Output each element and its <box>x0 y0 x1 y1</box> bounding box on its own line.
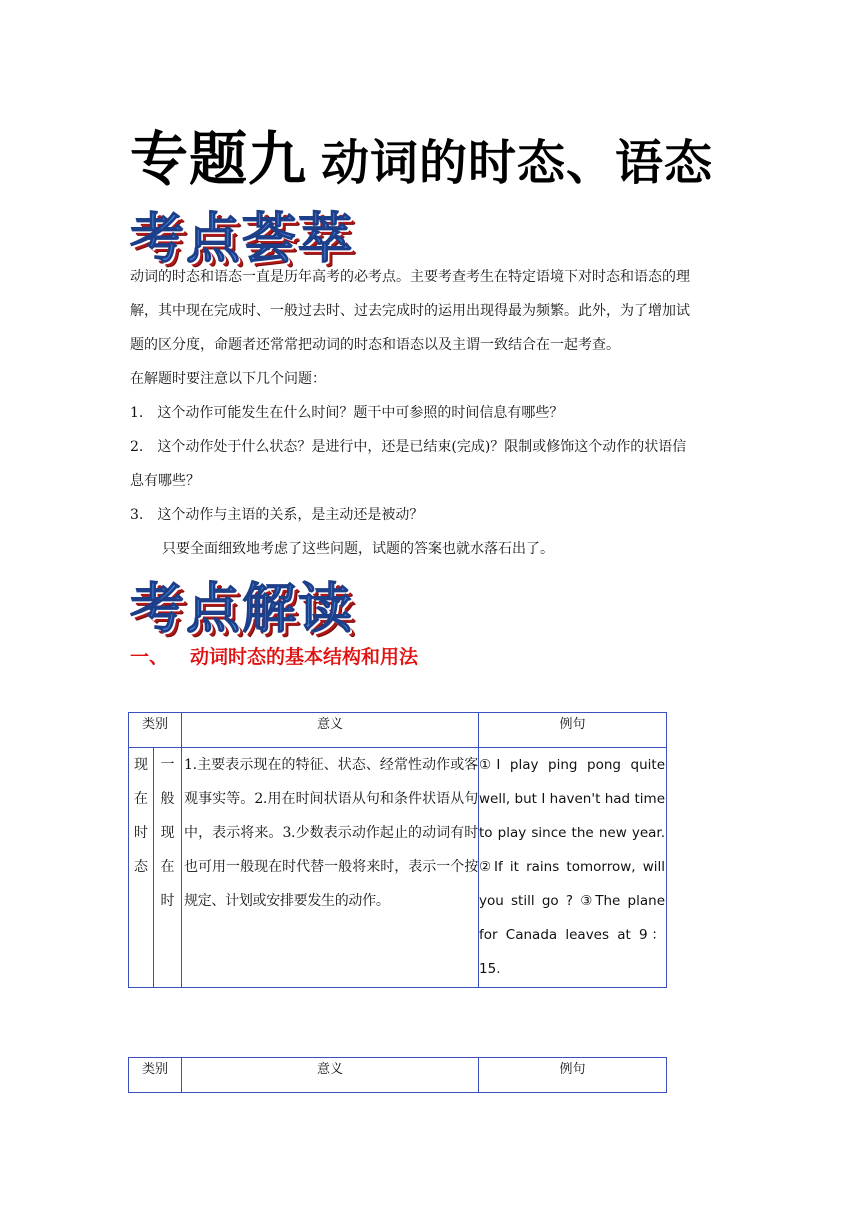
question-1: 1. 这个动作可能发生在什么时间？题干中可参照的时间信息有哪些？ <box>130 405 564 421</box>
vertical-char: 在 <box>134 791 148 807</box>
vertical-char: 态 <box>134 859 148 875</box>
conclusion-line: 只要全面细致地考虑了这些问题，试题的答案也就水落石出了。 <box>162 541 554 557</box>
intro-line: 解，其中现在完成时、一般过去时、过去完成时的运用出现得最为频繁。此外，为了增加试 <box>130 303 690 319</box>
tense-category-cell <box>129 748 154 988</box>
section-heading <box>130 642 418 669</box>
intro-line: 在解题时要注意以下几个问题： <box>130 371 326 387</box>
question-3: 3. 这个动作与主语的关系，是主动还是被动？ <box>130 507 424 523</box>
header-meaning: 意义 <box>182 1058 479 1093</box>
intro-paragraph <box>130 260 730 566</box>
example-cell: ①I play ping pong quite well, but I haven't had time to play since the new year. ②If it rains tomorrow, will you still go ? ③The plane for Canada leaves at 9：15. <box>479 748 667 988</box>
table-row <box>129 748 667 988</box>
table-header-row <box>129 713 667 748</box>
intro-line: 题的区分度，命题者还常常把动词的时态和语态以及主谓一致结合在一起考查。 <box>130 337 620 353</box>
vertical-char: 在 <box>160 859 175 875</box>
vertical-char: 时 <box>134 825 148 841</box>
meaning-cell: 1.主要表示现在的特征、状态、经常性动作或客观事实等。2.用在时间状语从句和条件状语从句中，表示将来。3.少数表示动作起止的动词有时也可用一般现在时代替一般将来时，表示一个按规定、计划或安排要发生的动作。 <box>182 748 479 988</box>
question-2-continued: 息有哪些？ <box>130 473 200 489</box>
wordart-heading-kaodian-huicui: 考点荟萃 <box>130 207 354 270</box>
page-title <box>130 112 750 196</box>
vertical-char: 现 <box>160 825 175 841</box>
tense-table-2 <box>128 1057 667 1093</box>
title-sub: 动词的时态、语态 <box>321 135 714 191</box>
table-header-row <box>129 1058 667 1093</box>
tense-table-1 <box>128 712 667 988</box>
wordart-heading-kaodian-jiedu: 考点解读 <box>130 577 354 640</box>
header-example: 例句 <box>479 1058 667 1093</box>
vertical-char: 般 <box>160 791 175 807</box>
vertical-char: 现 <box>134 757 148 773</box>
header-category: 类别 <box>129 1058 182 1093</box>
section-title: 动词时态的基本结构和用法 <box>190 646 419 668</box>
header-example: 例句 <box>479 713 667 748</box>
section-number: 一、 <box>130 646 169 668</box>
tense-subtype-cell <box>154 748 182 988</box>
vertical-char: 一 <box>160 757 175 773</box>
header-category: 类别 <box>129 713 182 748</box>
intro-line: 动词的时态和语态一直是历年高考的必考点。主要考查考生在特定语境下对时态和语态的理 <box>130 269 690 285</box>
title-main: 专题九 <box>130 125 308 193</box>
vertical-char: 时 <box>160 893 175 909</box>
question-2: 2. 这个动作处于什么状态？是进行中，还是已结束(完成)？限制或修饰这个动作的状语信 <box>130 439 687 455</box>
header-meaning: 意义 <box>182 713 479 748</box>
